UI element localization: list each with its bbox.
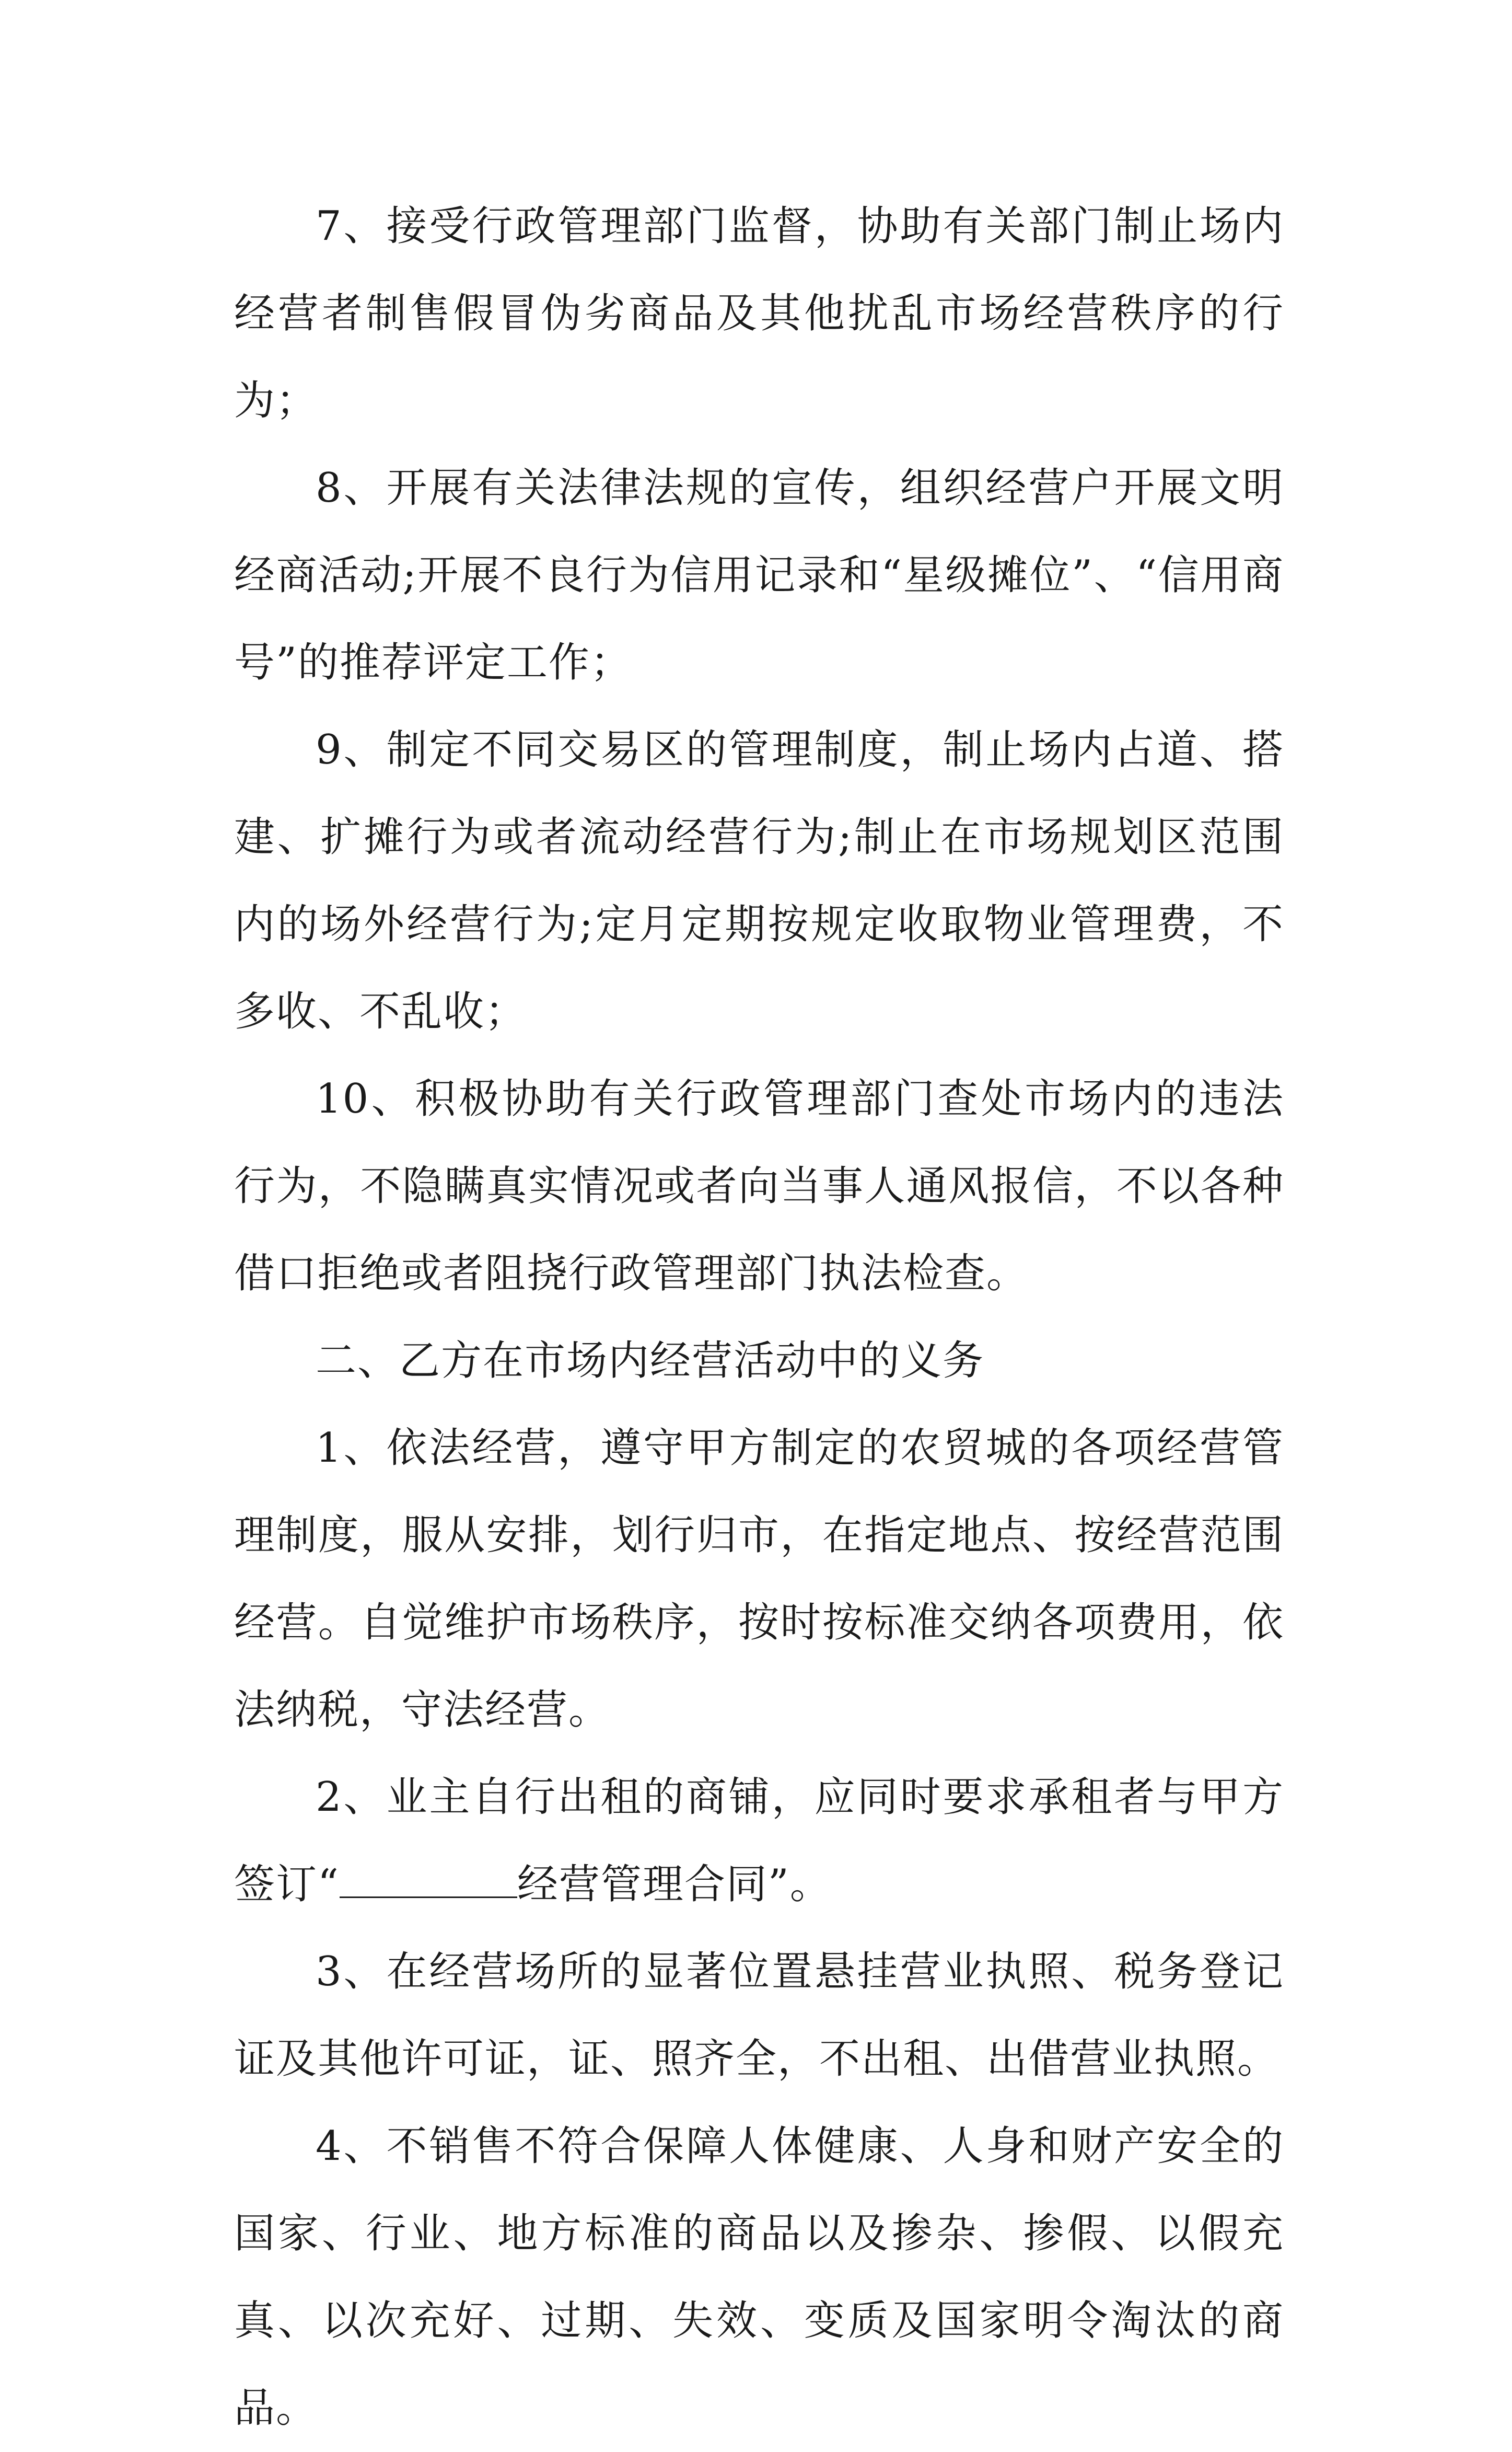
paragraph-item-b2-before: 2、业主自行出租的商铺，应同时要求承租者与甲方签订“ [234, 1774, 1284, 1908]
paragraph-item-b3: 3、在经营场所的显著位置悬挂营业执照、税务登记证及其他许可证，证、照齐全，不出租、出借营业执照。 [234, 1948, 1284, 2083]
paragraph-item-7: 7、接受行政管理部门监督，协助有关部门制止场内经营者制售假冒伪劣商品及其他扰乱市场经营秩序的行为； [234, 203, 1284, 424]
paragraph-item-9: 9、制定不同交易区的管理制度，制止场内占道、搭建、扩摊行为或者流动经营行为;制止在市场规划区范围内的场外经营行为;定月定期按规定收取物业管理费，不多收、不乱收； [234, 726, 1284, 1035]
paragraph-item-b2-after: 经营管理合同”。 [517, 1861, 832, 1908]
fill-in-blank [340, 1865, 517, 1898]
section-heading-party-b-obligations: 二、乙方在市场内经营活动中的义务 [316, 1337, 985, 1384]
paragraph-item-b2 [234, 1754, 1284, 1928]
paragraph-item-b4: 4、不销售不符合保障人体健康、人身和财产安全的国家、行业、地方标准的商品以及掺杂、掺假、以假充真、以次充好、过期、失效、变质及国家明令淘汰的商品。 [234, 2123, 1284, 2432]
paragraph-item-b1: 1、依法经营，遵守甲方制定的农贸城的各项经营管理制度，服从安排，划行归市，在指定地点、按经营范围经营。自觉维护市场秩序，按时按标准交纳各项费用，依法纳税，守法经营。 [234, 1425, 1284, 1733]
paragraph-item-10: 10、积极协助有关行政管理部门查处市场内的违法行为，不隐瞒真实情况或者向当事人通风报信，不以各种借口拒绝或者阻挠行政管理部门执法检查。 [234, 1075, 1284, 1297]
paragraph-item-8: 8、开展有关法律法规的宣传，组织经营户开展文明经商活动;开展不良行为信用记录和“星级摊位”、“信用商号”的推荐评定工作； [234, 465, 1284, 686]
document-body [234, 183, 1284, 2452]
